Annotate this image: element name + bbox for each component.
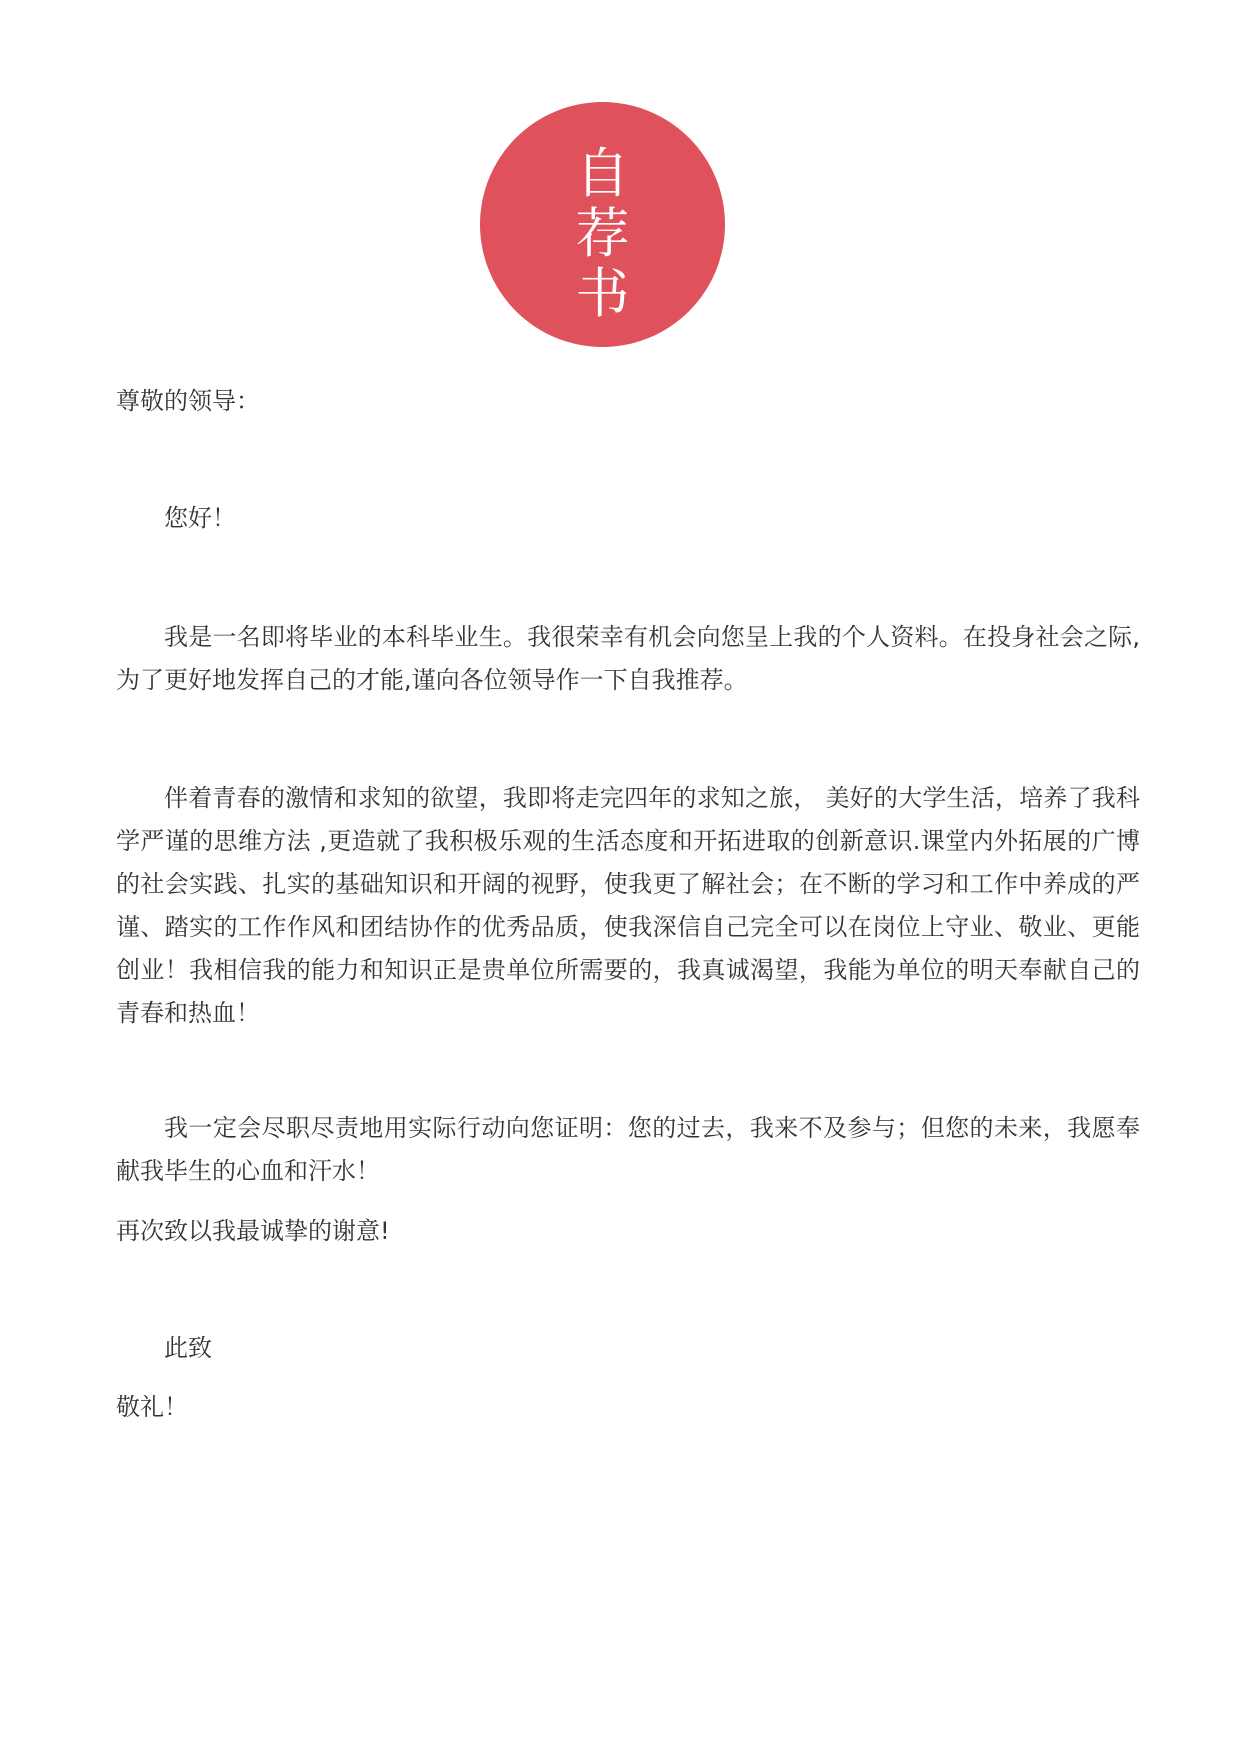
paragraph-3: 我一定会尽职尽责地用实际行动向您证明：您的过去，我来不及参与；但您的未来，我愿奉献我毕生的心血和汗水！ bbox=[116, 1114, 1140, 1185]
title-char-3: 书 bbox=[575, 262, 630, 325]
title-badge bbox=[480, 102, 725, 347]
title-char-1: 自 bbox=[575, 142, 630, 205]
title-char-2: 荐 bbox=[575, 202, 630, 265]
closing-line: 此致 bbox=[164, 1334, 212, 1362]
thanks-line: 再次致以我最诚挚的谢意! bbox=[116, 1217, 390, 1245]
greeting: 您好！ bbox=[164, 504, 236, 532]
salutation: 尊敬的领导： bbox=[116, 387, 260, 415]
title-text bbox=[480, 144, 725, 324]
paragraph-1: 我是一名即将毕业的本科毕业生。我很荣幸有机会向您呈上我的个人资料。在投身社会之际,为了更好地发挥自己的才能,谨向各位领导作一下自我推荐。 bbox=[116, 623, 1140, 694]
paragraph-2: 伴着青春的激情和求知的欲望，我即将走完四年的求知之旅， 美好的大学生活，培养了我科学严谨的思维方法 ,更造就了我积极乐观的生活态度和开拓进取的创新意识.课堂内外拓展的广博的社会实践、扎实的基础知识和开阔的视野，使我更了解社会；在不断的学习和工作中养成的严谨、踏实的工作作风和团结协作的优秀品质，使我深信自己完全可以在岗位上守业、敬业、更能创业！我相信我的能力和知识正是贵单位所需要的，我真诚渴望，我能为单位的明天奉献自己的青春和热血！ bbox=[116, 784, 1140, 1027]
regards-line: 敬礼！ bbox=[116, 1393, 188, 1421]
